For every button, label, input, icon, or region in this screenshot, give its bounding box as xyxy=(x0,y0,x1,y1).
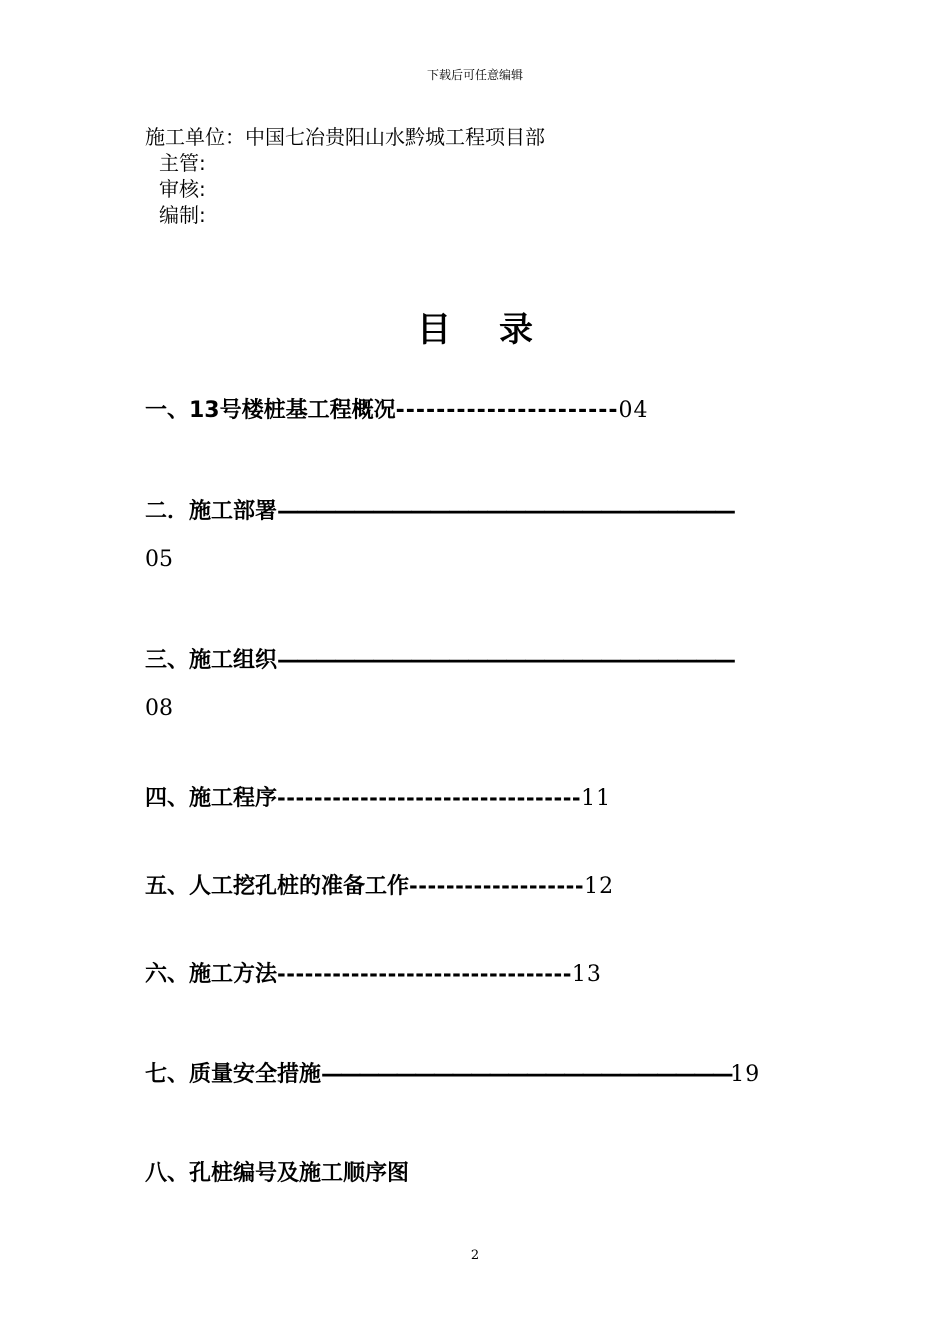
toc-page-number: 11 xyxy=(581,786,612,811)
toc-page-number: 12 xyxy=(584,874,615,899)
toc-leader: -------------------------------- xyxy=(277,962,572,986)
toc-entry-4[interactable] xyxy=(145,784,815,813)
toc-title-right: 录 xyxy=(499,310,533,350)
toc-entry-label: 三、施工组织 xyxy=(145,648,278,673)
toc-entry-label: 六、施工方法 xyxy=(145,962,278,987)
toc-page-number: 13 xyxy=(571,962,602,987)
compiler-label: 编制: xyxy=(159,203,206,227)
toc-page-number: 19 xyxy=(730,1062,761,1087)
toc-entry-1[interactable] xyxy=(145,397,815,425)
toc-entry-label: 八、孔桩编号及施工顺序图 xyxy=(145,1161,410,1186)
toc-page-number: 04 xyxy=(618,398,649,423)
toc-entry-8[interactable] xyxy=(145,1160,815,1188)
toc-entry-label: 五、人工挖孔桩的准备工作 xyxy=(145,874,410,899)
toc-entry-3[interactable] xyxy=(145,647,815,721)
toc-leader: ------------------- xyxy=(409,874,585,898)
supervisor-label: 主管: xyxy=(159,151,206,175)
toc-page-number: 08 xyxy=(145,696,173,721)
toc-entry-label: 二．施工部署 xyxy=(145,499,278,524)
reviewer-label: 审核: xyxy=(159,177,206,201)
toc-leader: ---------------------- xyxy=(395,398,619,423)
construction-unit-block xyxy=(145,124,545,228)
toc-title xyxy=(0,302,950,351)
toc-page-number: 05 xyxy=(145,547,173,572)
toc-entry-6[interactable] xyxy=(145,960,815,989)
construction-unit: 施工单位：中国七冶贵阳山水黔城工程项目部 xyxy=(145,125,545,149)
toc-leader: ———————————————————————— xyxy=(277,499,734,524)
toc-entry-2[interactable] xyxy=(145,498,815,572)
toc-entry-label: 七、质量安全措施 xyxy=(145,1062,322,1087)
toc-leader: ———————————————————————— xyxy=(277,648,734,673)
toc-title-left: 目 xyxy=(417,310,451,350)
toc-leader: --------------------------------- xyxy=(277,786,582,810)
toc-entry-5[interactable] xyxy=(145,872,815,901)
header-note: 下载后可任意编辑 xyxy=(426,68,523,82)
toc-leader: —————————————————————— xyxy=(321,1062,731,1087)
toc-entry-label: 四、施工程序 xyxy=(145,786,278,811)
toc-entry-7[interactable] xyxy=(145,1061,815,1089)
page-number: 2 xyxy=(470,1248,480,1263)
toc-entry-label: 一、13号楼桩基工程概况 xyxy=(145,398,396,423)
